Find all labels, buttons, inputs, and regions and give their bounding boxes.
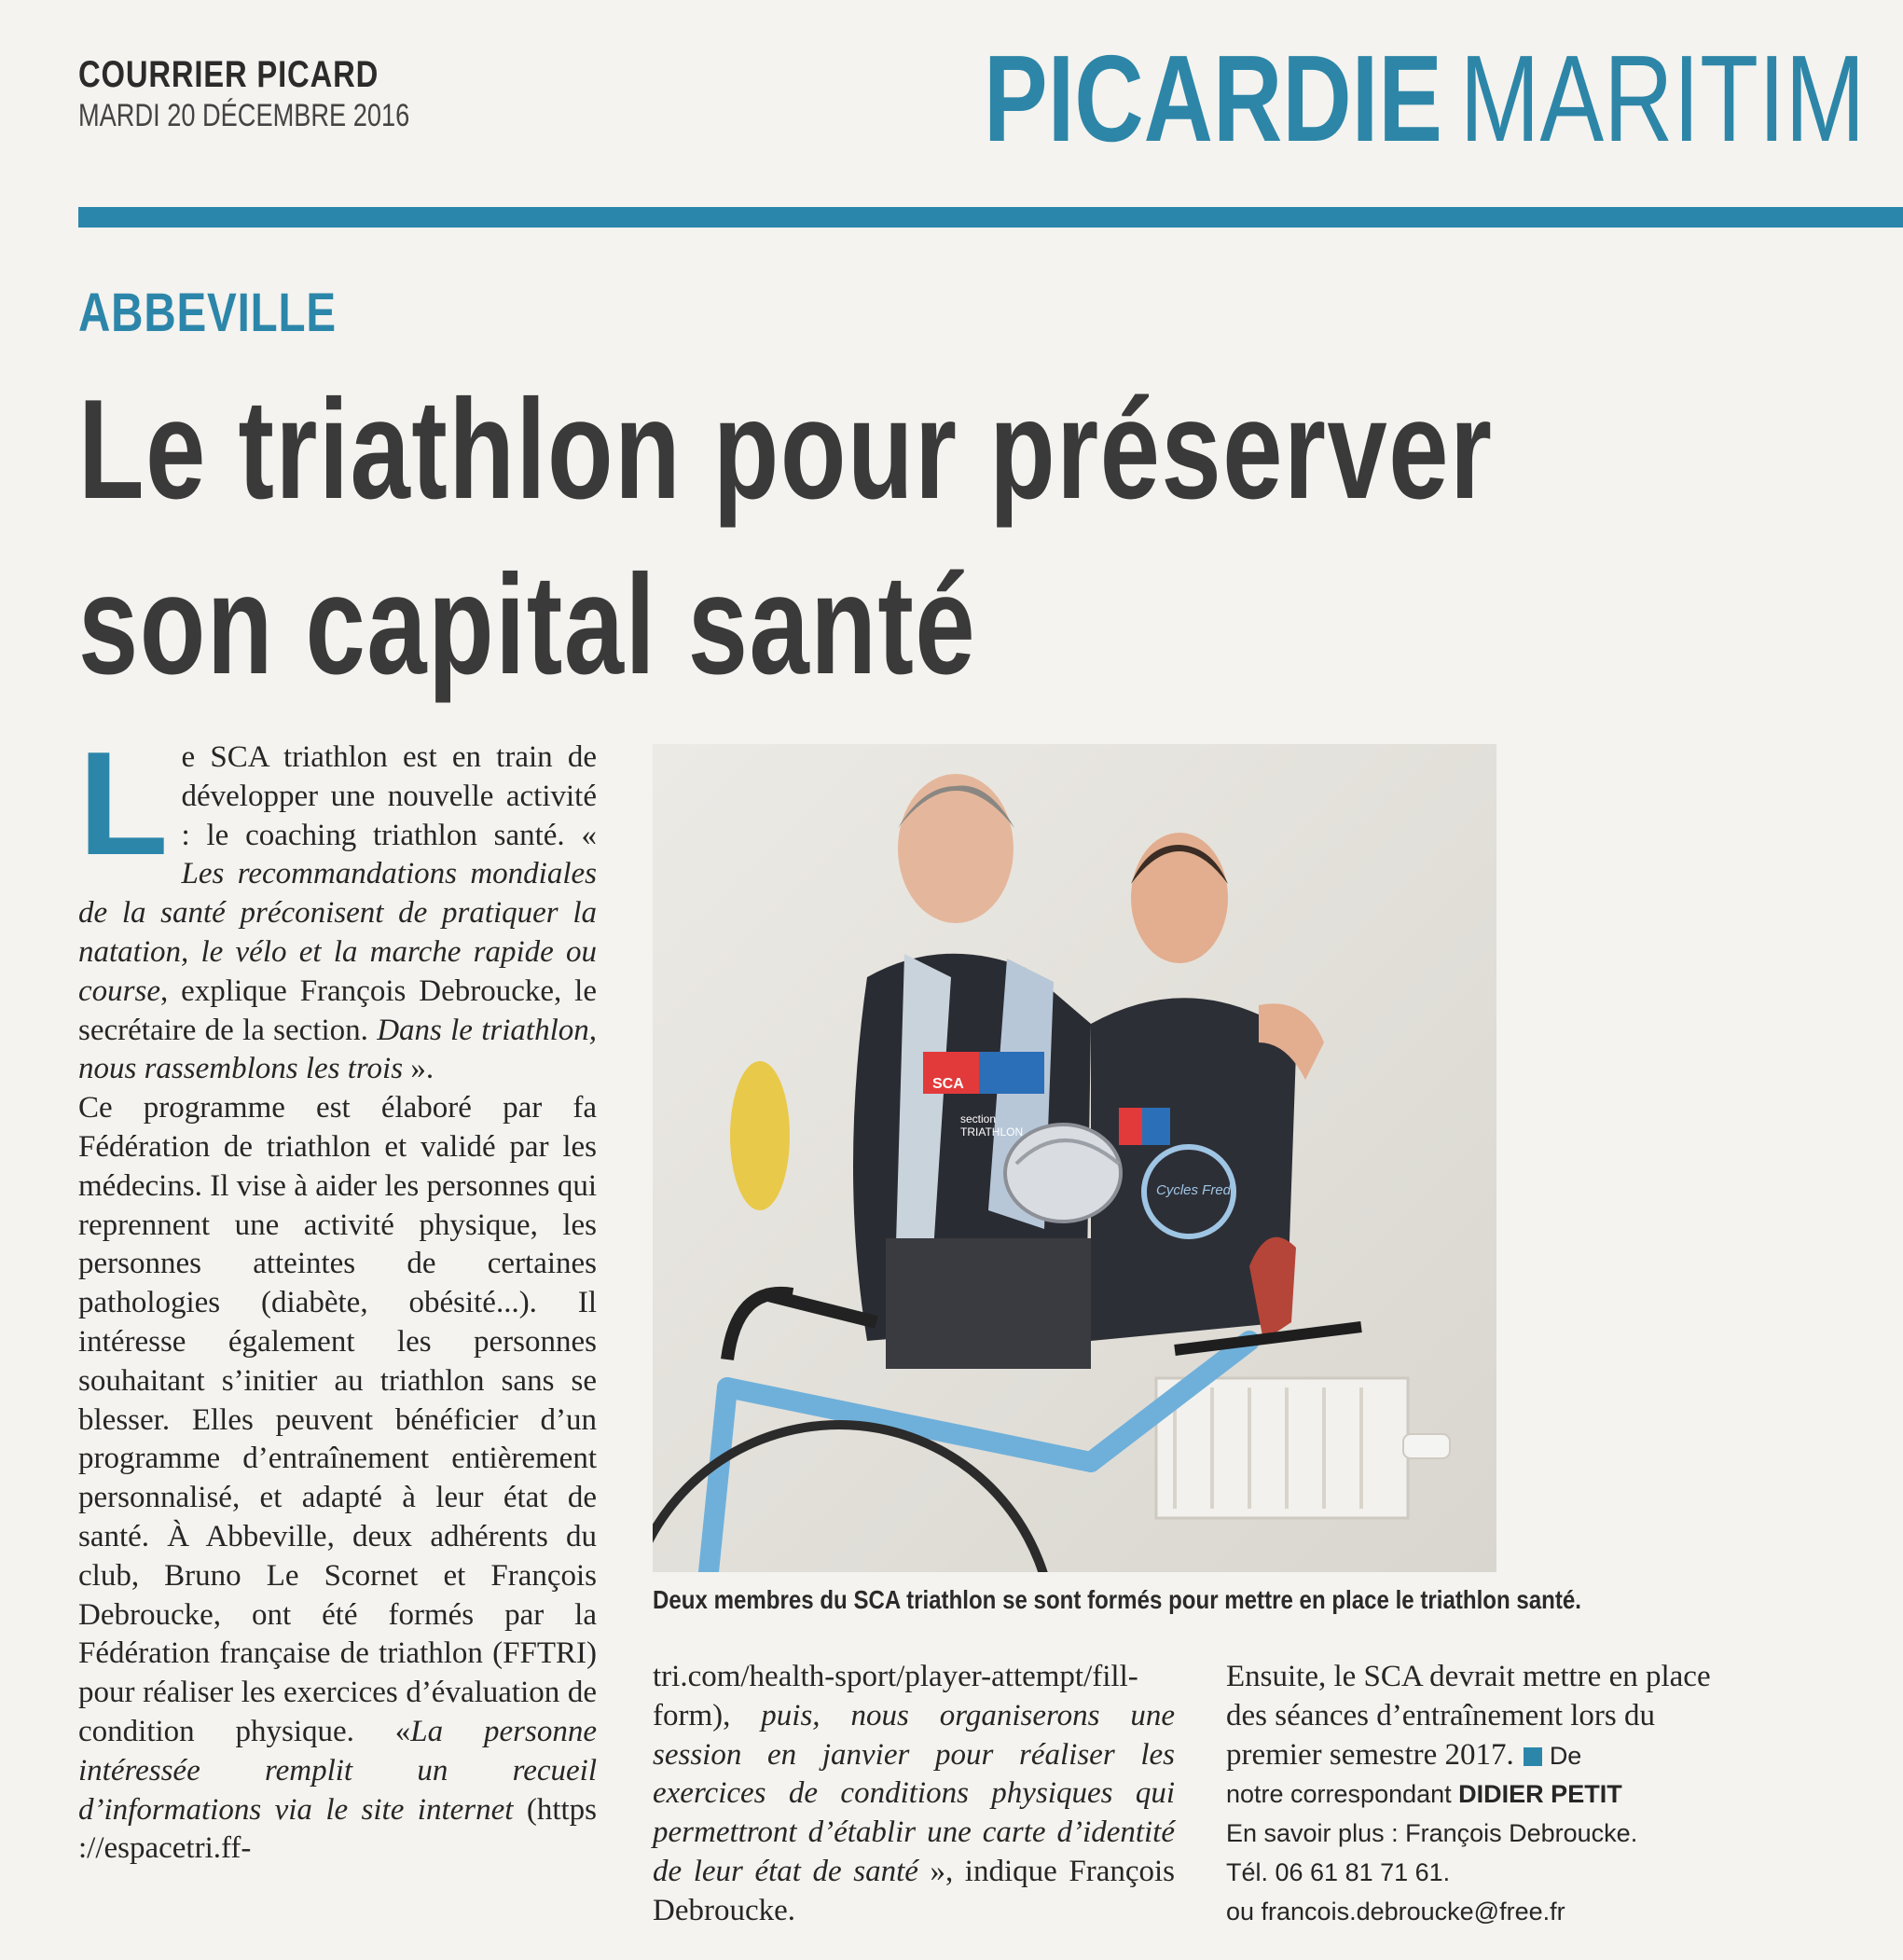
jersey-print-sca: SCA bbox=[932, 1076, 964, 1092]
photo-illustration bbox=[653, 744, 1496, 1572]
section-title-light: MARITIM bbox=[1459, 30, 1866, 167]
header-rule bbox=[78, 207, 1903, 228]
article-photo bbox=[653, 744, 1496, 1572]
closing-paragraph: Ensuite, le SCA devrait mettre en place des séances d’entraînement lors du premier semestre 2017. bbox=[1226, 1660, 1711, 1772]
end-mark-icon bbox=[1524, 1747, 1542, 1766]
byline: notre correspondant DIDIER PETIT bbox=[1226, 1780, 1622, 1809]
drop-cap: L bbox=[78, 722, 169, 886]
jersey-print-section: section TRIATHLON bbox=[960, 1112, 1024, 1139]
photo-caption: Deux membres du SCA triathlon se sont formés pour mettre en place le triathlon santé. bbox=[653, 1585, 1581, 1614]
section-title-bold: PICARDIE bbox=[984, 30, 1442, 167]
headline-line-2: son capital santé bbox=[78, 545, 977, 704]
jersey-print-sponsor: Cycles Fred bbox=[1156, 1182, 1232, 1198]
article-column-2: tri.com/health-sport/player-attempt/fill-form), puis, nous organiserons une session en janvier pour réaliser les exercices de conditions physiques qui permettront d’établir une carte d’identité de leur état de santé », indique François Debroucke. bbox=[653, 1660, 1175, 1927]
contact-email: ou francois.debroucke@free.fr bbox=[1226, 1897, 1565, 1925]
article-kicker: ABBEVILLE bbox=[78, 283, 337, 343]
article-headline bbox=[78, 362, 1494, 712]
article-column-3 bbox=[1226, 1658, 1748, 1932]
masthead-left bbox=[78, 54, 492, 134]
byline-prefix: De bbox=[1549, 1741, 1582, 1770]
newspaper-name: COURRIER PICARD bbox=[78, 54, 379, 95]
author-name: DIDIER PETIT bbox=[1458, 1780, 1622, 1809]
publication-date: MARDI 20 DÉCEMBRE 2016 bbox=[78, 98, 410, 133]
article-column-1 bbox=[78, 722, 597, 1869]
more-info-label: En savoir plus : François Debroucke. bbox=[1226, 1819, 1638, 1848]
section-title bbox=[984, 30, 1866, 167]
contact-phone: Tél. 06 61 81 71 61. bbox=[1226, 1857, 1451, 1886]
paragraph-1: e SCA triathlon est en train de développer une nouvelle activité : le coaching triathlon santé. « Les recommandations mondiales de la santé préconisent de pratiquer la natation, le vélo et la marche rapide ou course, explique François Debroucke, le secrétaire de la section. Dans le triathlon, nous rassemblons les trois ». bbox=[78, 740, 597, 1086]
headline-line-1: Le triathlon pour préserver bbox=[78, 370, 1494, 529]
paragraph-2: Ce programme est élaboré par fa Fédération de triathlon et validé par les médecins. Il vise à aider les personnes qui reprennent une activité physique, les personnes atteintes de certaines pathologies (diabète, obésité...). Il intéresse également les personnes souhaitant s’initier au triathlon sans se blesser. Elles peuvent bénéficier d’un programme d’entraînement entièrement personnalisé, et adapté à leur état de santé. À Abbeville, deux adhérents du club, Bruno Le Scornet et François Debroucke, ont été formés par la Fédération française de triathlon (FFTRI) pour réaliser les exercices d’évaluation de condition physique. «La personne intéressée remplit un recueil d’informations via le site internet (https ://espacetri.ff- bbox=[78, 1091, 597, 1866]
